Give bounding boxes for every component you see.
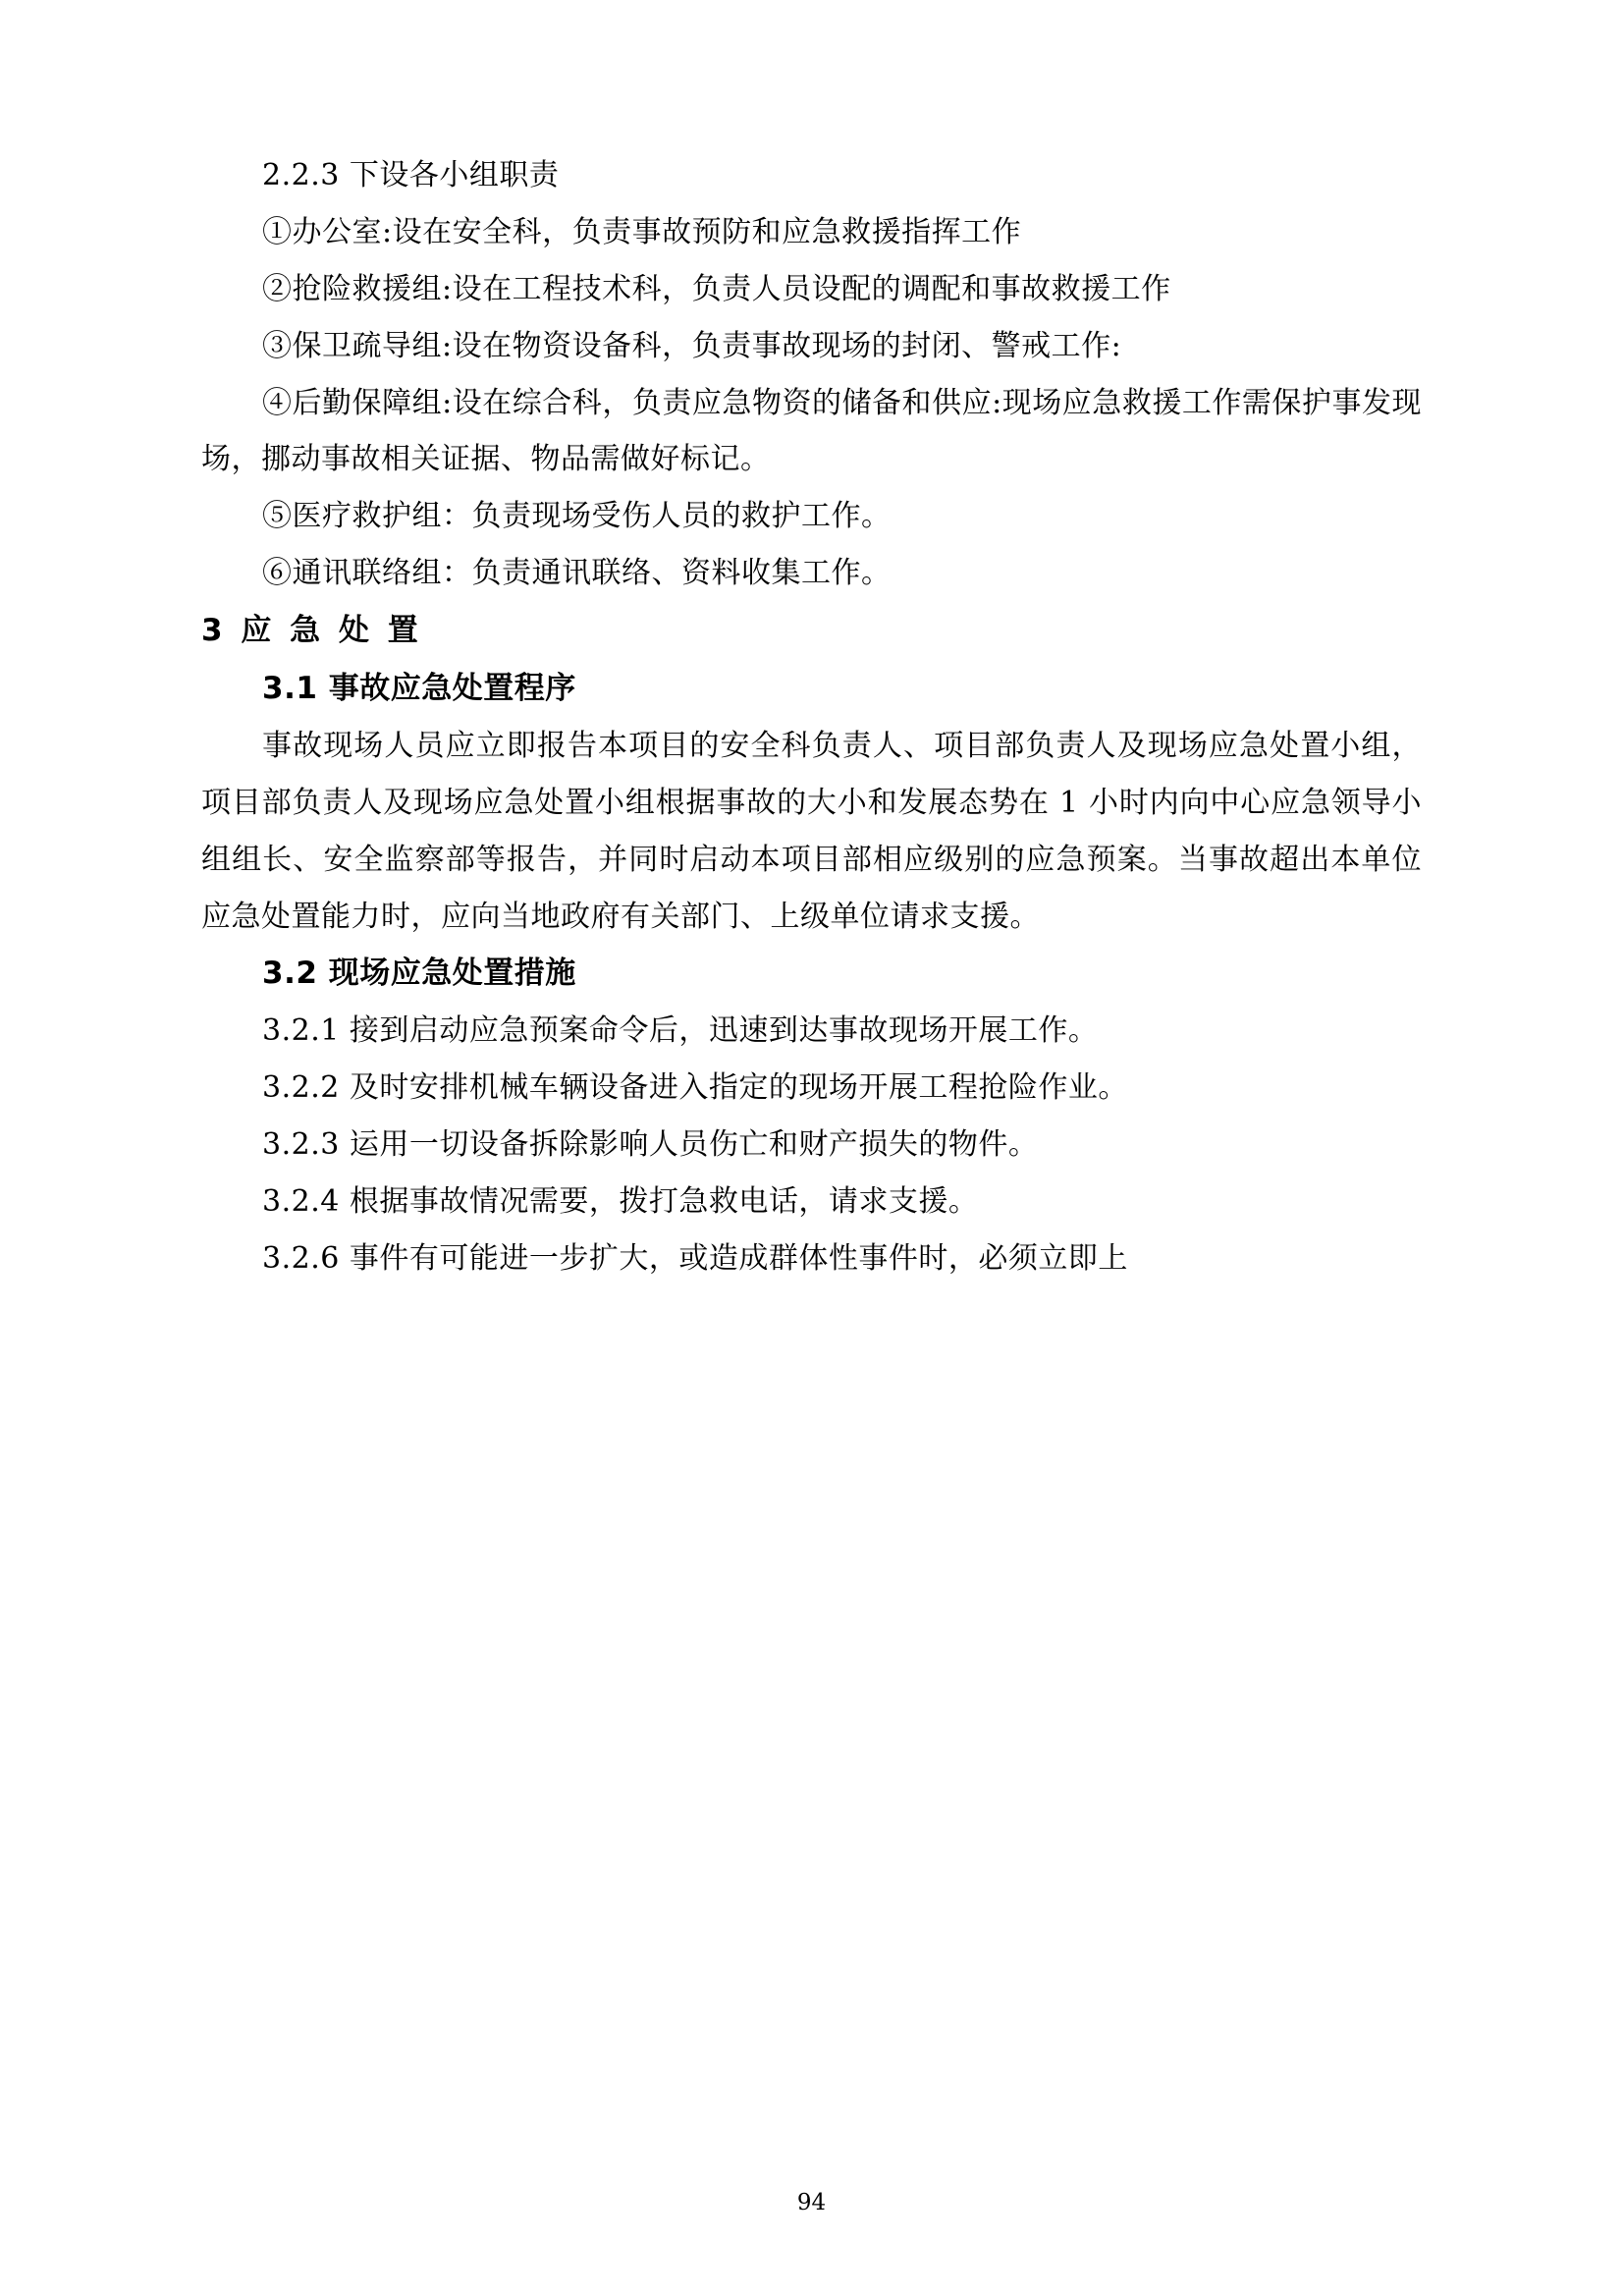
heading-onsite-measures: 3.2 现场应急处置措施 (262, 956, 576, 992)
paragraph-group-office: ①办公室:设在安全科，负责事故预防和应急救援指挥工作 (262, 214, 1022, 249)
document-body (201, 147, 1422, 1287)
paragraph-group-rescue: ②抢险救援组:设在工程技术科，负责人员设配的调配和事故救援工作 (262, 271, 1171, 306)
heading-emergency-response: 3 应 急 处 置 (201, 613, 422, 649)
paragraph-measure-324: 3.2.4 根据事故情况需要，拨打急救电话，请求支援。 (262, 1184, 979, 1220)
paragraph-subsection-heading: 2.2.3 下设各小组职责 (262, 158, 560, 192)
paragraph-group-security: ③保卫疏导组:设在物资设备科，负责事故现场的封闭、警戒工作: (262, 328, 1122, 363)
paragraph-response-procedure-body: 事故现场人员应立即报告本项目的安全科负责人、项目部负责人及现场应急处置小组，项目部负责人及现场应急处置小组根据事故的大小和发展态势在 1 小时内向中心应急领导小组组长、安全监察部等报告，并同时启动本项目部相应级别的应急预案。当事故超出本单位应急处置能力时，应向当地政府有关部门、上级单位请求支援。 (201, 728, 1422, 934)
paragraph-group-communication: ⑥通讯联络组：负责通讯联络、资料收集工作。 (262, 556, 892, 591)
paragraph-measure-322: 3.2.2 及时安排机械车辆设备进入指定的现场开展工程抢险作业。 (262, 1070, 1128, 1106)
paragraph-group-medical: ⑤医疗救护组：负责现场受伤人员的救护工作。 (262, 499, 892, 534)
paragraph-measure-321: 3.2.1 接到启动应急预案命令后，迅速到达事故现场开展工作。 (262, 1013, 1099, 1049)
paragraph-measure-323: 3.2.3 运用一切设备拆除影响人员伤亡和财产损失的物件。 (262, 1127, 1039, 1163)
paragraph-group-logistics: ④后勤保障组:设在综合科，负责应急物资的储备和供应:现场应急救援工作需保护事发现场，挪动事故相关证据、物品需做好标记。 (201, 385, 1422, 477)
paragraph-measure-326: 3.2.6 事件有可能进一步扩大，或造成群体性事件时，必须立即上 (262, 1240, 1128, 1276)
page-number: 94 (796, 2190, 827, 2215)
heading-response-procedure: 3.1 事故应急处置程序 (262, 671, 576, 707)
